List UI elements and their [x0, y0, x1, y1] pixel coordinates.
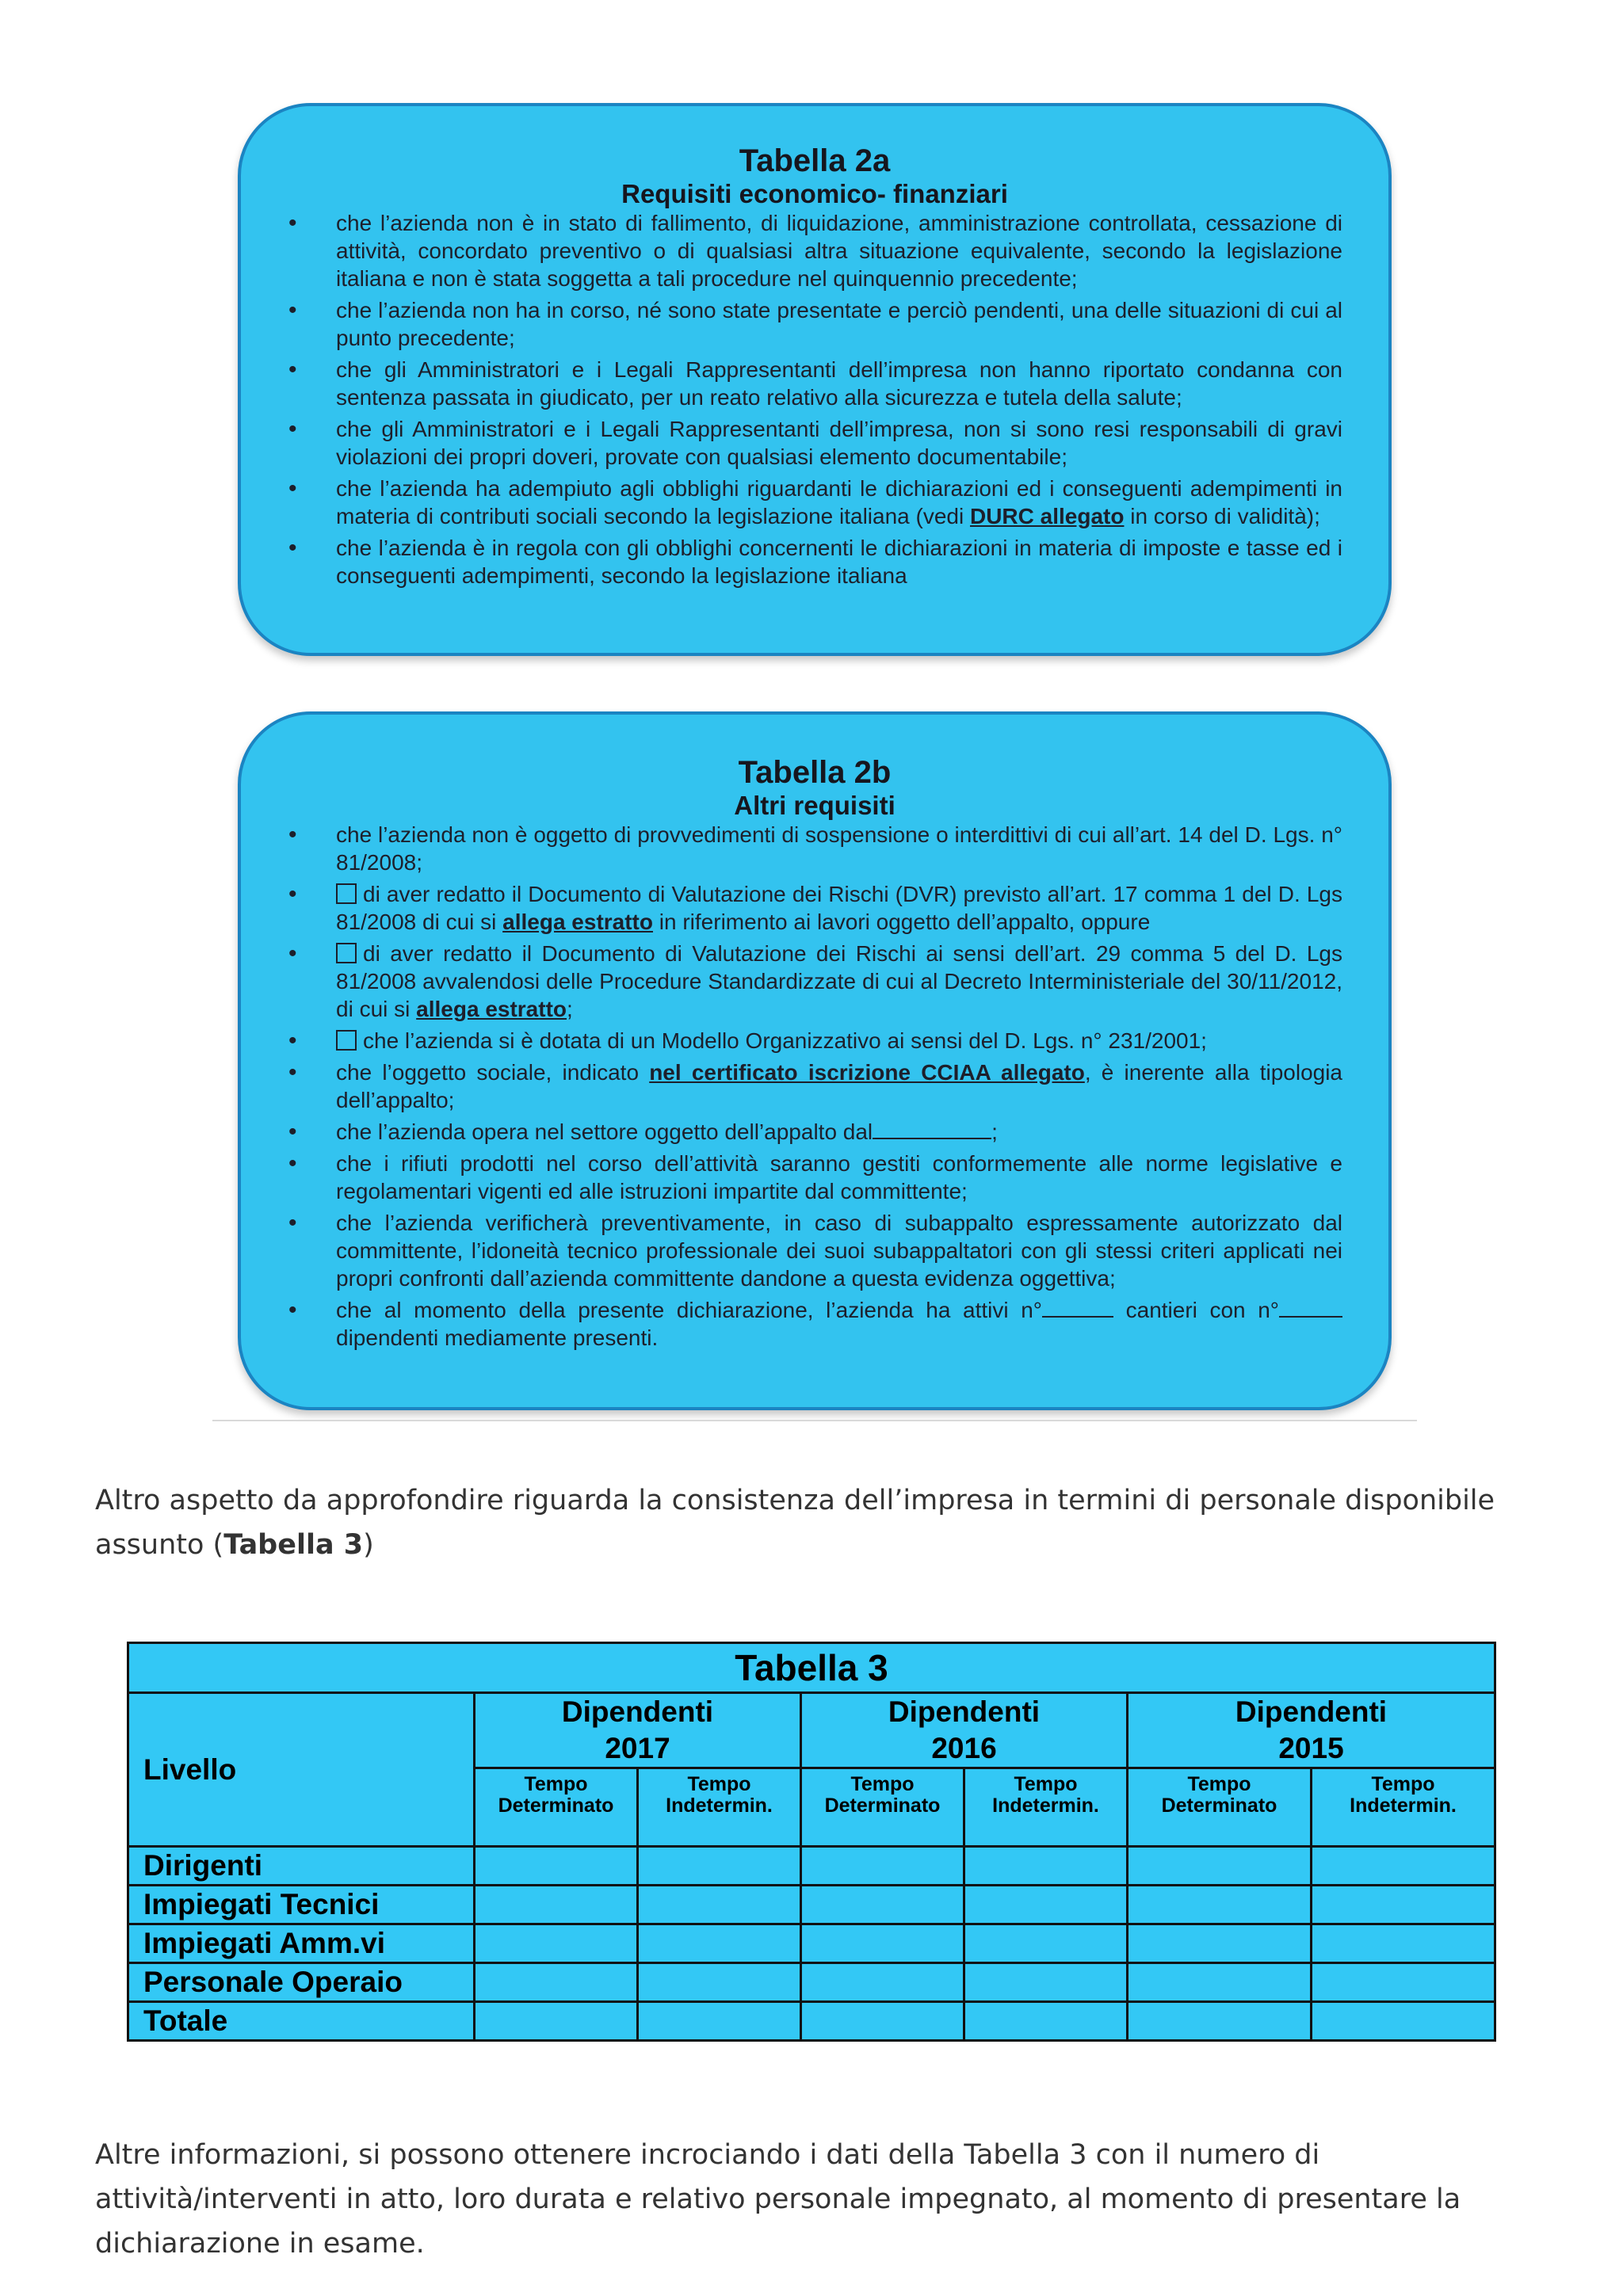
table-cell	[638, 1924, 801, 1963]
list-item: • che i rifiuti prodotti nel corso dell’attività saranno gestiti conformemente alle norme legislative e regolamentari vigenti ed alle istruzioni impartite dal committente;	[336, 1150, 1342, 1205]
cciaa-certificato-link: nel certificato iscrizione CCIAA allegato	[649, 1060, 1085, 1085]
table-cell	[638, 1886, 801, 1924]
table-cell	[964, 1847, 1128, 1886]
tempo-determinato-header: Tempo Determinato	[475, 1768, 638, 1847]
list-item: • che l’azienda è in regola con gli obblighi concernenti le dichiarazioni in materia di imposte e tasse ed i conseguenti adempimenti, secondo la legislazione italiana	[336, 534, 1342, 589]
table-cell	[964, 1963, 1128, 2002]
table-cell	[801, 2002, 964, 2041]
list-item: • di aver redatto il Documento di Valutazione dei Rischi (DVR) previsto all’art. 17 comma 1 del D. Lgs 81/2008 di cui si allega estratto in riferimento ai lavori oggetto dell’appalto, oppure	[336, 880, 1342, 936]
list-item: • che l’azienda si è dotata di un Modello Organizzativo ai sensi del D. Lgs. n° 231/2001;	[336, 1027, 1342, 1055]
paragraph-intro-tabella-3: Altro aspetto da approfondire riguarda la consistenza dell’impresa in termini di personale disponibile assunto (Tabella 3)	[95, 1485, 1495, 1561]
table-cell	[1128, 1963, 1312, 2002]
list-item: • che gli Amministratori e i Legali Rappresentanti dell’impresa, non si sono resi responsabili di gravi violazioni dei propri doveri, provate con qualsiasi elemento documentabile;	[336, 415, 1342, 471]
list-item: • che l’azienda opera nel settore oggetto dell’appalto dal ;	[336, 1118, 1342, 1146]
list-item: • che gli Amministratori e i Legali Rappresentanti dell’impresa non hanno riportato condanna con sentenza passata in giudicato, per un reato relativo alla sicurezza e tutela della salute;	[336, 356, 1342, 411]
row-label-impiegati-amm: Impiegati Amm.vi	[128, 1924, 475, 1963]
dipendenti-2015-header: Dipendenti 2015	[1128, 1693, 1495, 1768]
divider	[212, 1420, 1417, 1421]
table-row	[128, 2002, 1495, 2041]
table-cell	[964, 2002, 1128, 2041]
blank-line	[1279, 1316, 1342, 1318]
table-cell	[475, 2002, 638, 2041]
list-item: • che l’azienda verificherà preventivamente, in caso di subappalto espressamente autorizzato dal committente, l’idoneità tecnico professionale dei suoi subappaltatori con gli stessi criteri applicati nei propri confronti dall’azienda committente dandone a questa evidenza oggettiva;	[336, 1209, 1342, 1292]
table-cell	[1312, 1924, 1495, 1963]
row-label-impiegati-tecnici: Impiegati Tecnici	[128, 1886, 475, 1924]
tempo-indeterminato-header: Tempo Indetermin.	[1312, 1768, 1495, 1847]
tabella-2a-panel	[238, 103, 1392, 656]
table-cell	[964, 1924, 1128, 1963]
table-cell	[638, 1963, 801, 2002]
row-label-totale: Totale	[128, 2002, 475, 2041]
table-row	[128, 1963, 1495, 2002]
table-cell	[1312, 1963, 1495, 2002]
dipendenti-2017-header: Dipendenti 2017	[475, 1693, 801, 1768]
table-row	[128, 1847, 1495, 1886]
tabella-2b-list	[287, 821, 1342, 1352]
blank-line	[873, 1138, 991, 1139]
tabella-2a-list	[287, 209, 1342, 589]
tempo-indeterminato-header: Tempo Indetermin.	[638, 1768, 801, 1847]
allega-estratto-link: allega estratto	[502, 910, 653, 934]
list-item: • che l’oggetto sociale, indicato nel certificato iscrizione CCIAA allegato, è inerente alla tipologia dell’appalto;	[336, 1058, 1342, 1114]
table-cell	[964, 1886, 1128, 1924]
table-cell	[475, 1886, 638, 1924]
table-cell	[801, 1847, 964, 1886]
checkbox-icon[interactable]	[336, 1030, 357, 1051]
table-cell	[475, 1963, 638, 2002]
list-item: • che al momento della presente dichiarazione, l’azienda ha attivi n° cantieri con n° dipendenti mediamente presenti.	[336, 1296, 1342, 1352]
tabella-2a-title: Tabella 2a	[739, 143, 891, 178]
row-label-personale-operaio: Personale Operaio	[128, 1963, 475, 2002]
table-cell	[801, 1924, 964, 1963]
table-cell	[1312, 1847, 1495, 1886]
tabella-3-title: Tabella 3	[128, 1643, 1495, 1693]
paragraph-altre-informazioni: Altre informazioni, si possono ottenere incrociando i dati della Tabella 3 con il numero di attività/interventi in atto, loro durata e relativo personale impegnato, al momento di presentare la dichiarazione in esame.	[95, 2139, 1461, 2260]
tabella-2b-subtitle: Altri requisiti	[734, 791, 896, 820]
table-cell	[1128, 1847, 1312, 1886]
table-cell	[1312, 1886, 1495, 1924]
tabella-2b-title: Tabella 2b	[738, 755, 892, 790]
tempo-determinato-header: Tempo Determinato	[1128, 1768, 1312, 1847]
tabella-3	[127, 1642, 1496, 2042]
tempo-determinato-header: Tempo Determinato	[801, 1768, 964, 1847]
table-cell	[801, 1963, 964, 2002]
durc-allegato-link: DURC allegato	[969, 504, 1125, 528]
checkbox-icon[interactable]	[336, 883, 357, 904]
tabella-2b-panel	[238, 711, 1392, 1410]
list-item: • che l’azienda non è in stato di fallimento, di liquidazione, amministrazione controllata, cessazione di attività, concordato preventivo o di qualsiasi altra situazione equivalente, secondo la legislazione italiana e non è stata soggetta a tali procedure nel quinquennio precedente;	[336, 209, 1342, 292]
table-cell	[475, 1847, 638, 1886]
list-item: • che l’azienda ha adempiuto agli obblighi riguardanti le dichiarazioni ed i conseguenti adempimenti in materia di contributi sociali secondo la legislazione italiana (vedi DURC allegato in corso di validità);	[336, 475, 1342, 530]
livello-header: Livello	[128, 1693, 475, 1847]
table-cell	[1128, 2002, 1312, 2041]
tabella-2a-subtitle: Requisiti economico- finanziari	[621, 179, 1008, 208]
list-item: • che l’azienda non ha in corso, né sono state presentate e perciò pendenti, una delle situazioni di cui al punto precedente;	[336, 296, 1342, 352]
tempo-indeterminato-header: Tempo Indetermin.	[964, 1768, 1128, 1847]
table-cell	[1128, 1924, 1312, 1963]
table-cell	[475, 1924, 638, 1963]
table-cell	[638, 2002, 801, 2041]
allega-estratto-link: allega estratto	[416, 997, 567, 1021]
row-label-dirigenti: Dirigenti	[128, 1847, 475, 1886]
table-row	[128, 1886, 1495, 1924]
list-item: • di aver redatto il Documento di Valutazione dei Rischi ai sensi dell’art. 29 comma 5 del D. Lgs 81/2008 avvalendosi delle Procedure Standardizzate di cui al Decreto Interministeriale del 30/11/2012, di cui si allega estratto;	[336, 940, 1342, 1023]
table-cell	[801, 1886, 964, 1924]
dipendenti-2016-header: Dipendenti 2016	[801, 1693, 1128, 1768]
blank-line	[1042, 1316, 1113, 1318]
table-cell	[638, 1847, 801, 1886]
checkbox-icon[interactable]	[336, 943, 357, 963]
table-row	[128, 1924, 1495, 1963]
table-cell	[1312, 2002, 1495, 2041]
list-item: • che l’azienda non è oggetto di provvedimenti di sospensione o interdittivi di cui all’art. 14 del D. Lgs. n° 81/2008;	[336, 821, 1342, 876]
table-cell	[1128, 1886, 1312, 1924]
